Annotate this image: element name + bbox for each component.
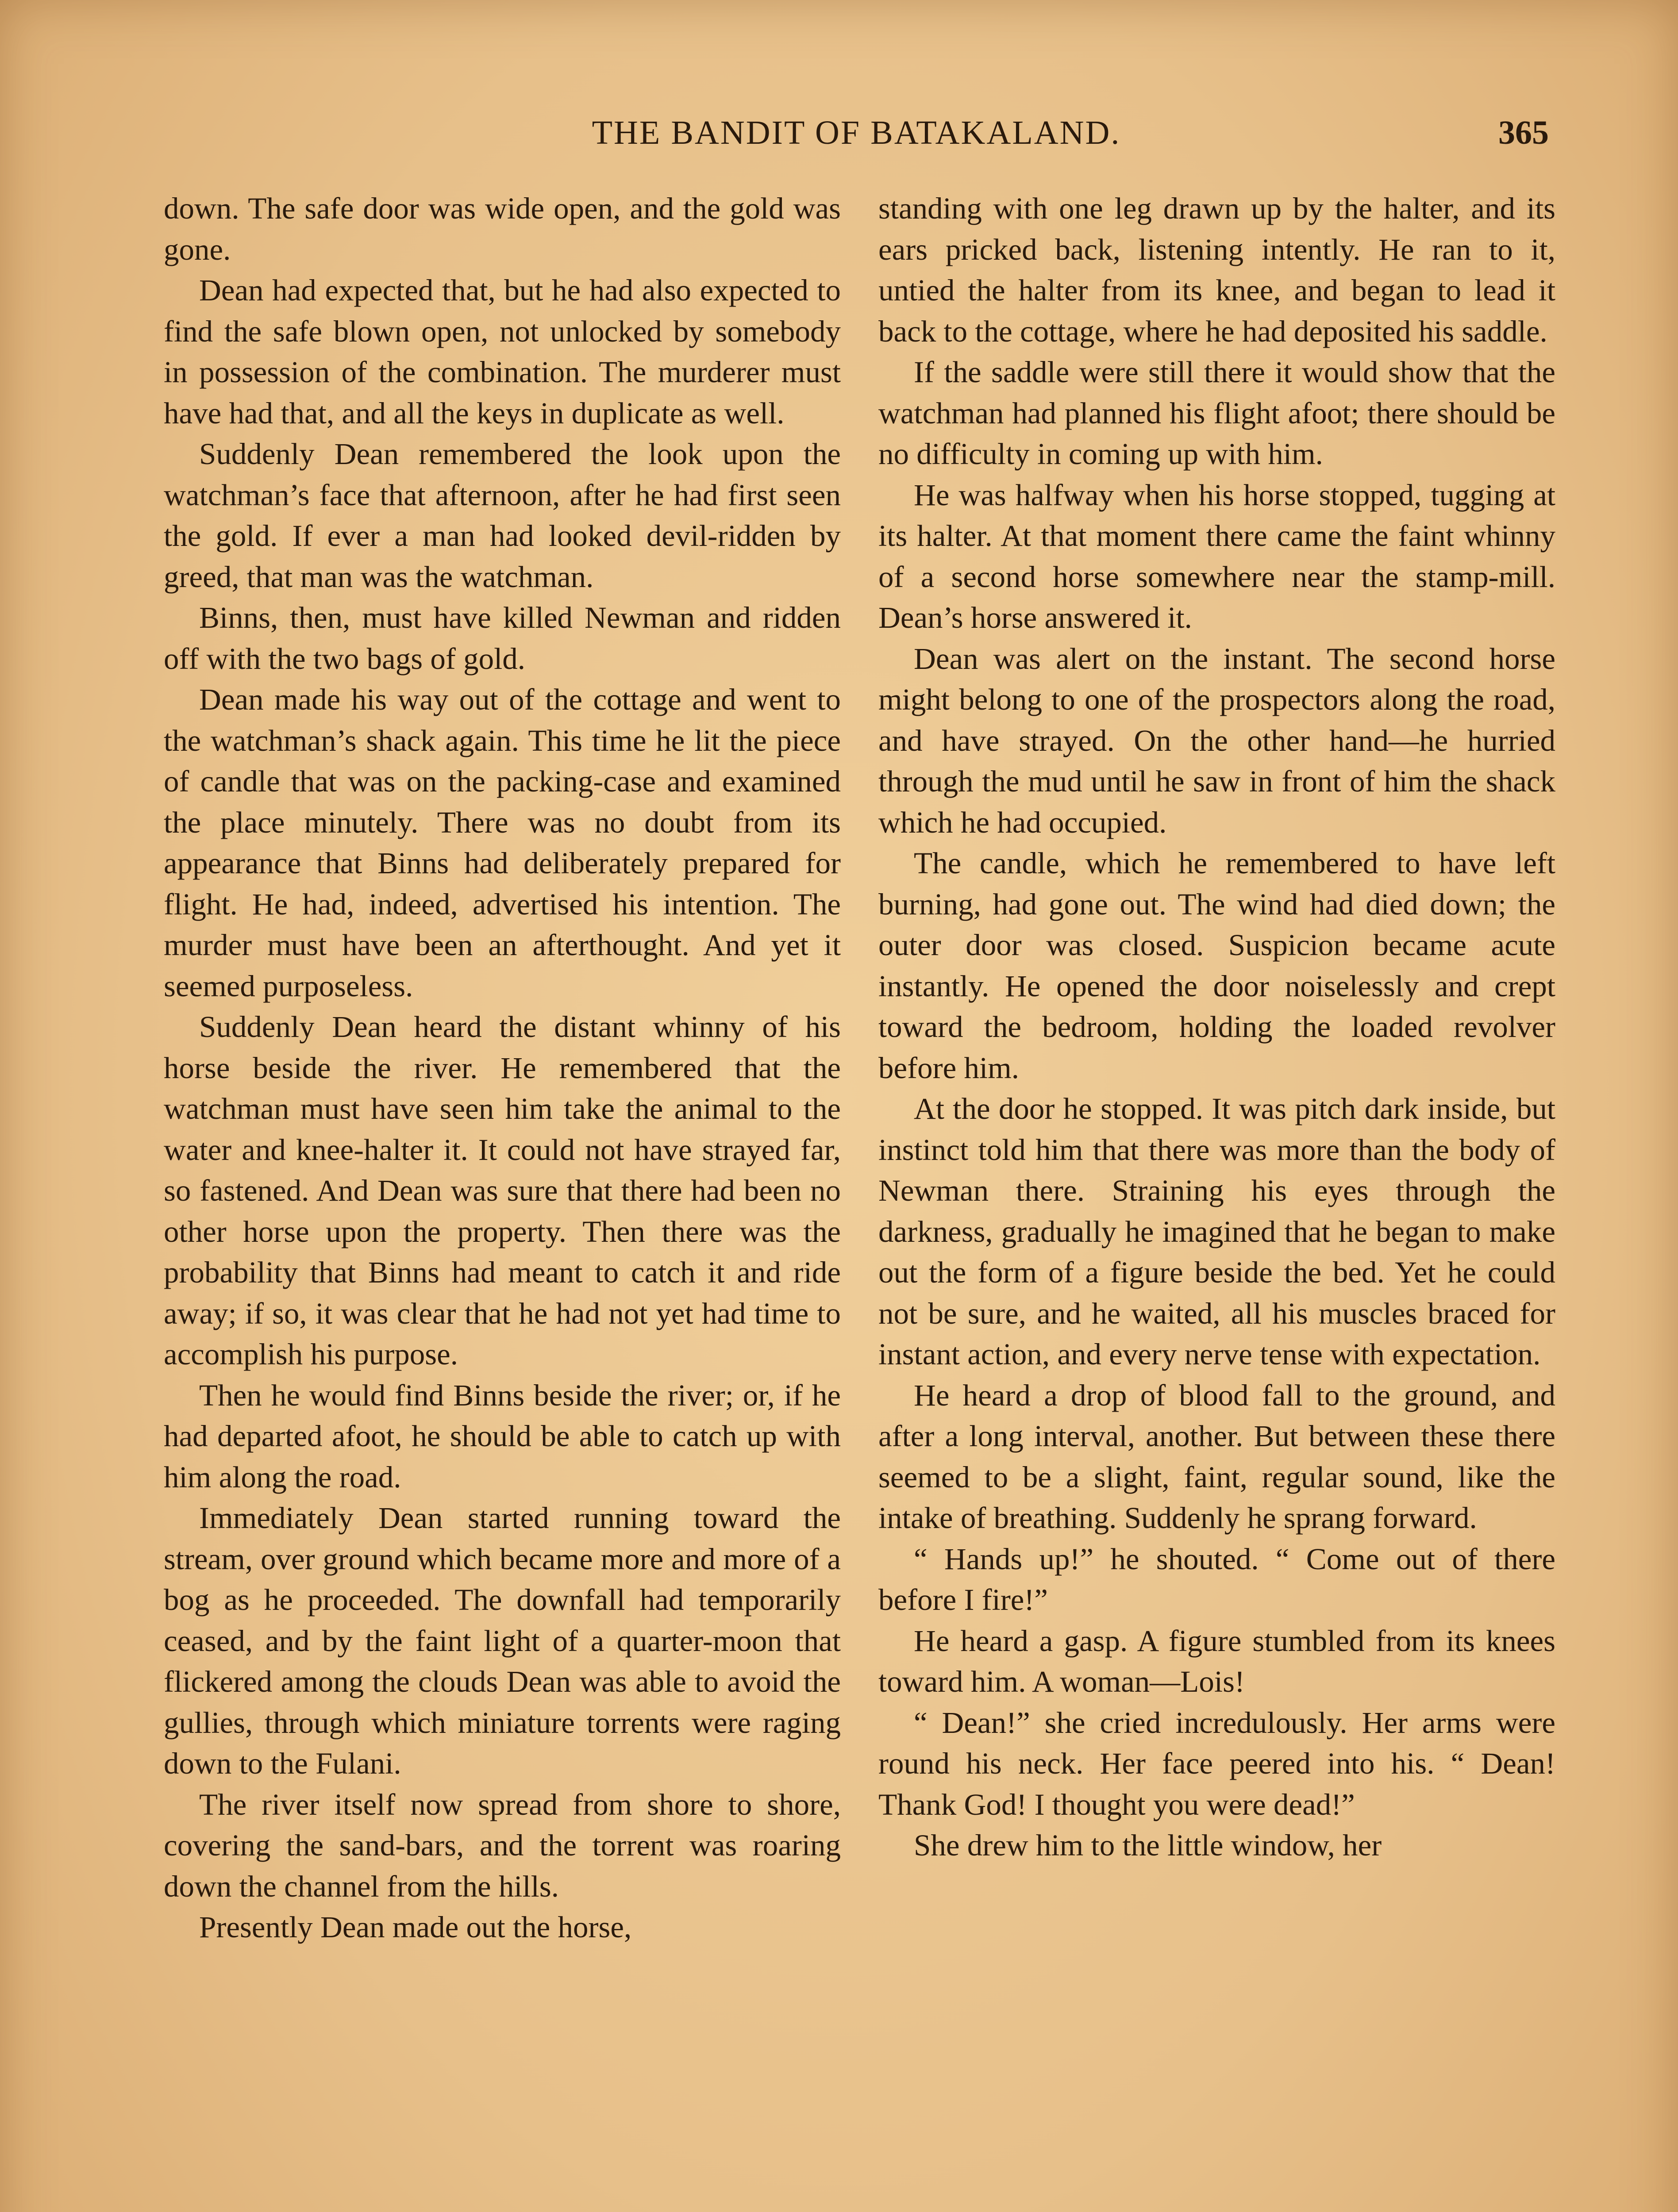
paragraph: If the saddle were still there it would show that the watchman had planned his flight afoot; there should be no difficulty in coming up with him. [878, 355, 1555, 471]
paragraph: He heard a gasp. A figure stumbled from its knees toward him. A woman—Lois! [878, 1624, 1555, 1698]
paragraph: At the door he stopped. It was pitch dark inside, but instinct told him that there was more than the body of Newman there. Straining his eyes through the darkness, gradually he imagined that he began to make out the form of a figure beside the bed. Yet he could not be sure, and he waited, all his muscles braced for instant action, and every nerve tense with expectation. [878, 1092, 1555, 1371]
right-column [878, 188, 1555, 2212]
paragraph: He heard a drop of blood fall to the ground, and after a long interval, another. But between these there seemed to be a slight, faint, regular sound, like the intake of breathing. Suddenly he sprang forward. [878, 1378, 1555, 1535]
paragraph: Immediately Dean started running toward the stream, over ground which became more and more of a bog as he proceeded. The downfall had temporarily ceased, and by the faint light of a quarter-moon that flickered among the clouds Dean was able to avoid the gullies, through which miniature torrents were raging down to the Fulani. [164, 1501, 841, 1780]
paragraph: down. The safe door was wide open, and the gold was gone. [164, 192, 841, 266]
page-number: 365 [1498, 114, 1549, 151]
paragraph: Dean had expected that, but he had also expected to find the safe blown open, not unlocked by somebody in possession of the combination. The murderer must have had that, and all the keys in duplicate as well. [164, 273, 841, 430]
paragraph: Dean made his way out of the cottage and went to the watchman’s shack again. This time he lit the piece of candle that was on the packing-case and examined the place minutely. There was no doubt from its appearance that Binns had deliberately prepared for flight. He had, indeed, advertised his intention. The murder must have been an afterthought. And yet it seemed purposeless. [164, 683, 841, 1003]
page-header [164, 111, 1549, 155]
paragraph: Suddenly Dean heard the distant whinny of his horse beside the river. He remembered that the watchman must have seen him take the animal to the water and knee-halter it. It could not have strayed far, so fastened. And Dean was sure that there had been no other horse upon the property. Then there was the probability that Binns had meant to catch it and ride away; if so, it was clear that he had not yet had time to accomplish his purpose. [164, 1010, 841, 1371]
paragraph: “ Dean!” she cried incredulously. Her arms were round his neck. Her face peered into his. “ Dean! Thank God! I thought you were dead!” [878, 1705, 1555, 1821]
paragraph: standing with one leg drawn up by the halter, and its ears pricked back, listening intently. He ran to it, untied the halter from its knee, and began to lead it back to the cottage, where he had deposited his saddle. [878, 192, 1555, 348]
paragraph: The candle, which he remembered to have left burning, had gone out. The wind had died down; the outer door was closed. Suspicion became acute instantly. He opened the door noiselessly and crept toward the bedroom, holding the loaded revolver before him. [878, 846, 1555, 1085]
paragraph: She drew him to the little window, her [914, 1828, 1382, 1862]
running-title: THE BANDIT OF BATAKALAND. [592, 114, 1121, 151]
paragraph: “ Hands up!” he shouted. “ Come out of there before I fire!” [878, 1542, 1555, 1617]
paragraph: Binns, then, must have killed Newman and ridden off with the two bags of gold. [164, 601, 841, 676]
paragraph: The river itself now spread from shore to shore, covering the sand-bars, and the torrent was roaring down the channel from the hills. [164, 1787, 841, 1903]
paragraph: Suddenly Dean remembered the look upon the watchman’s face that afternoon, after he had first seen the gold. If ever a man had looked devil-ridden by greed, that man was the watchman. [164, 437, 841, 594]
paragraph: Dean was alert on the instant. The second horse might belong to one of the prospectors along the road, and have strayed. On the other hand—he hurried through the mud until he saw in front of him the shack which he had occupied. [878, 641, 1555, 839]
paragraph: Then he would find Binns beside the river; or, if he had departed afoot, he should be able to catch up with him along the road. [164, 1378, 841, 1494]
paragraph: He was halfway when his horse stopped, tugging at its halter. At that moment there came the faint whinny of a second horse somewhere near the stamp-mill. Dean’s horse answered it. [878, 478, 1555, 634]
paragraph: Presently Dean made out the horse, [199, 1910, 632, 1944]
left-column [164, 188, 841, 2212]
